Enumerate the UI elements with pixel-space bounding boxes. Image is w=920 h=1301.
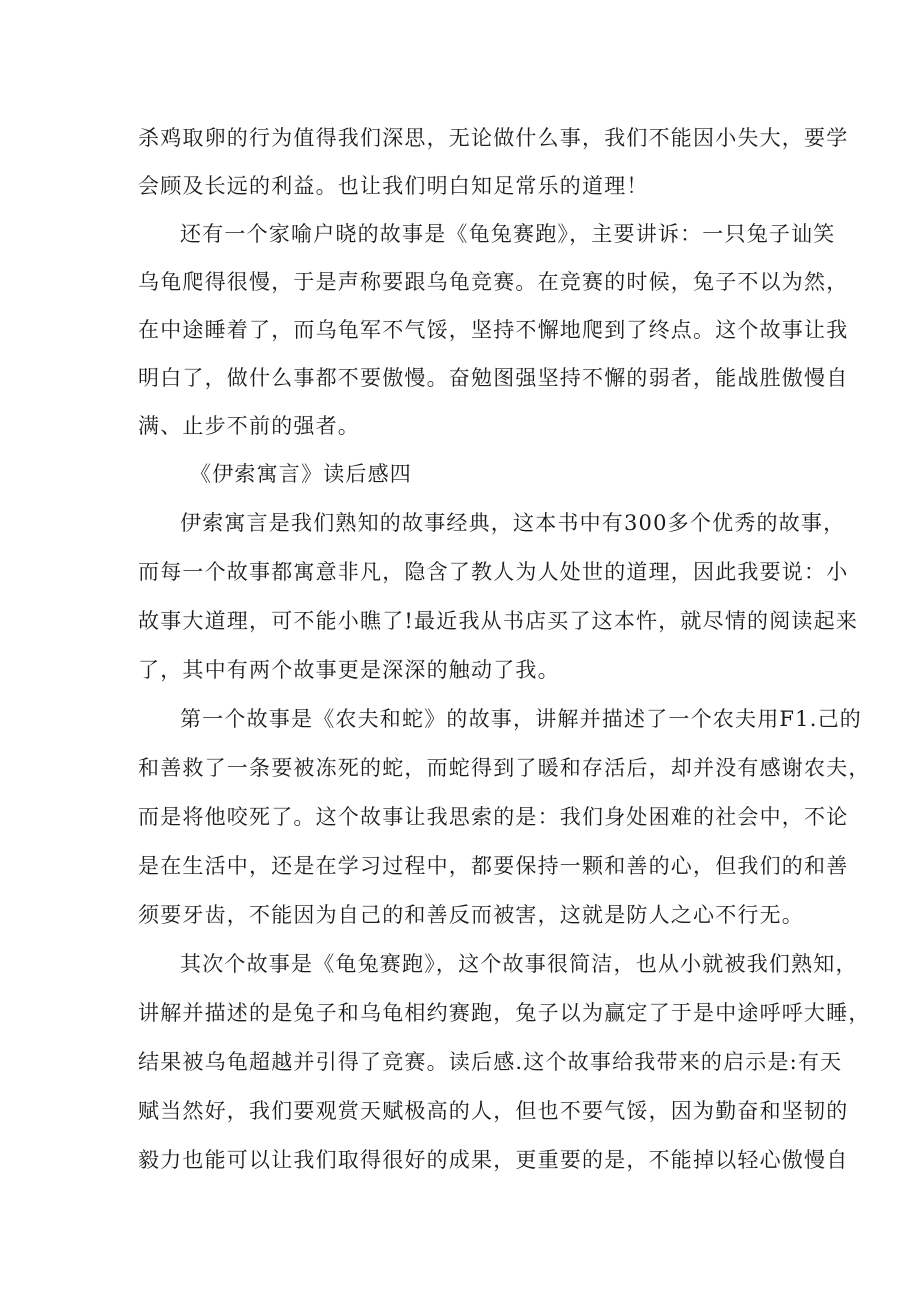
text-line: 故事大道理，可不能小瞧了!最近我从书店买了这本忤，就尽情的阅读起来 (138, 609, 859, 633)
text-line: 而是将他咬死了。这个故事让我思索的是：我们身处困难的社会中，不论 (138, 805, 849, 829)
paragraph-start-line: 伊索寓言是我们熟知的故事经典，这本书中有300多个优秀的故事， (180, 511, 846, 535)
text-line: 和善救了一条要被冻死的蛇，而蛇得到了暖和存活后，却并没有感谢农夫， (138, 756, 871, 780)
paragraph-start-line: 其次个故事是《龟兔赛跑》，这个故事很简洁，也从小就被我们熟知， (180, 952, 858, 976)
paragraph-start-line: 还有一个家喻户晓的故事是《龟兔赛跑》，主要讲诉：一只兔子讪笑 (180, 222, 836, 246)
text-line: 须要牙齿，不能因为自己的和善反而被害，这就是防人之心不行无。 (138, 903, 804, 927)
text-line: 了，其中有两个故事更是深深的触动了我。 (138, 658, 560, 682)
text-line: 赋当然好，我们要观赏天赋极高的人，但也不要气馁，因为勤奋和坚韧的 (138, 1099, 849, 1123)
text-line: 讲解并描述的是兔子和乌龟相约赛跑，兔子以为赢定了于是中途呼呼大睡， (138, 1001, 871, 1025)
text-line: 满、止步不前的强者。 (138, 414, 360, 438)
text-line: 而每一个故事都寓意非凡，隐含了教人为人处世的道理，因此我要说：小 (138, 560, 849, 584)
text-line: 乌龟爬得很慢，于是声称要跟乌龟竞赛。在竞赛的时候，兔子不以为然， (138, 270, 849, 294)
text-line: 毅力也能可以让我们取得很好的成果，更重要的是，不能掉以轻心傲慢自 (138, 1148, 849, 1172)
text-line: 在中途睡着了，而乌龟军不气馁，坚持不懈地爬到了终点。这个故事让我 (138, 318, 849, 342)
text-line: 结果被乌龟超越并引得了竞赛。读后感.这个故事给我带来的启示是:有天 (138, 1050, 843, 1074)
paragraph-start-line: 第一个故事是《农夫和蛇》的故事，讲解并描述了一个农夫用F1.己的 (180, 707, 863, 731)
text-line: 会顾及长远的利益。也让我们明白知足常乐的道理！ (138, 174, 649, 198)
text-line: 是在生活中，还是在学习过程中，都要保持一颗和善的心，但我们的和善 (138, 854, 849, 878)
text-line: 杀鸡取卵的行为值得我们深思，无论做什么事，我们不能因小失大，要学 (138, 126, 849, 150)
text-line: 明白了，做什么事都不要傲慢。奋勉图强坚持不懈的弱者，能战胜傲慢自 (138, 366, 849, 390)
section-heading: 《伊索寓言》读后感四 (190, 462, 412, 486)
